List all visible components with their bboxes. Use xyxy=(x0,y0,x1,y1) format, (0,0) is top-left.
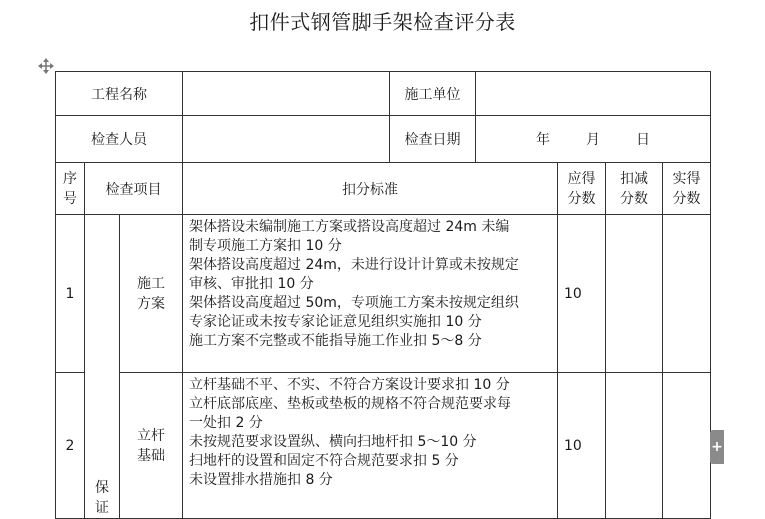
row-due-score: 10 xyxy=(558,373,606,519)
construction-unit-field[interactable] xyxy=(476,72,711,116)
header-row xyxy=(56,163,711,215)
inspection-score-table xyxy=(55,71,711,519)
row-deduct-score[interactable] xyxy=(606,373,663,519)
project-name-field[interactable] xyxy=(183,72,390,116)
header-standard: 扣分标准 xyxy=(183,163,558,215)
row-item: 施工 方案 xyxy=(120,215,183,373)
date-year: 年 xyxy=(536,132,550,148)
header-seq: 序 号 xyxy=(56,163,85,215)
info-row-inspection xyxy=(56,116,711,163)
date-day: 日 xyxy=(636,132,650,148)
header-item: 检查项目 xyxy=(85,163,183,215)
header-actual-score: 实得 分数 xyxy=(663,163,711,215)
row-item: 立杆 基础 xyxy=(120,373,183,519)
info-row-project xyxy=(56,72,711,116)
page-title: 扣件式钢管脚手架检查评分表 xyxy=(249,10,516,34)
inspection-date-label: 检查日期 xyxy=(390,116,476,163)
date-month: 月 xyxy=(586,132,600,148)
row-standard: 立杆基础不平、不实、不符合方案设计要求扣 10 分 立杆底部底座、垫板或垫板的规格不符合规范要求每 一处扣 2 分 未按规范要求设置纵、横向扫地杆扣 5～10 分 扫地杆的设置和固定不符合规范要求扣 5 分 未设置排水措施扣 8 分 xyxy=(183,373,558,519)
row-seq: 1 xyxy=(56,215,85,373)
project-name-label: 工程名称 xyxy=(56,72,183,116)
construction-unit-label: 施工单位 xyxy=(390,72,476,116)
row-standard: 架体搭设未编制施工方案或搭设高度超过 24m 未编 制专项施工方案扣 10 分 架体搭设高度超过 24m，未进行设计计算或未按规定 审核、审批扣 10 分 架体搭设高度超过 50m，专项施工方案未按规定组织 专家论证或未按专家论证意见组织实施扣 10 分 施工方案不完整或不能指导施工作业扣 5～8 分 xyxy=(183,215,558,373)
row-deduct-score[interactable] xyxy=(606,215,663,373)
row-seq: 2 xyxy=(56,373,85,519)
header-deduct-score: 扣减 分数 xyxy=(606,163,663,215)
category-guarantee: 保 证 xyxy=(85,215,120,519)
row-actual-score[interactable] xyxy=(663,373,711,519)
header-due-score: 应得 分数 xyxy=(558,163,606,215)
inspector-label: 检查人员 xyxy=(56,116,183,163)
plus-icon[interactable]: + xyxy=(710,430,724,464)
table-row xyxy=(56,215,711,373)
move-arrows-icon[interactable] xyxy=(38,58,54,74)
inspector-field[interactable] xyxy=(183,116,390,163)
inspection-date-field[interactable] xyxy=(476,116,711,163)
row-due-score: 10 xyxy=(558,215,606,373)
table-row xyxy=(56,373,711,519)
row-actual-score[interactable] xyxy=(663,215,711,373)
